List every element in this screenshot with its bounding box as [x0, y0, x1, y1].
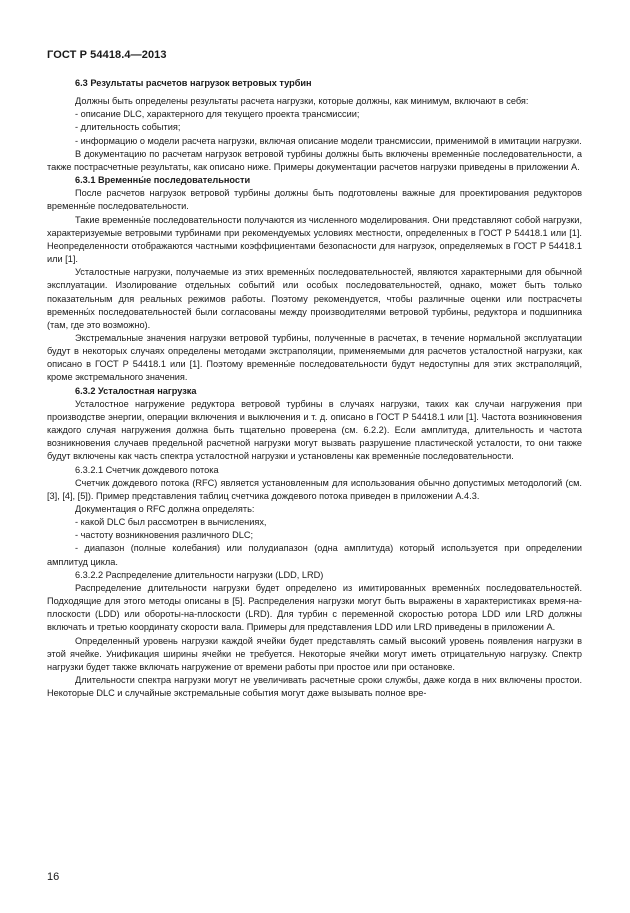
list-item: - описание DLC, характерного для текущего проекта трансмиссии; — [75, 109, 360, 120]
list-item: - информацию о модели расчета нагрузки, включая описание модели трансмиссии, применимой в имитации нагрузки. — [75, 135, 582, 146]
subsubsection-heading: 6.3.2.2 Распределение длительности нагрузки (LDD, LRD) — [75, 569, 324, 580]
section-heading: 6.3 Результаты расчетов нагрузок ветровых турбин — [75, 78, 312, 88]
paragraph: Такие временны́е последовательности получаются из численного моделирования. Они представляют собой нагрузки, характеризуемые ветровыми турбинами при рекомендуемых условиях местности, определенных в ГОСТ Р 54418.1 или [1]. Неопределенности отображаются частными коэффициентами безопасности для нагрузок, определяемых в ГОСТ Р 54418.1 или [1]. — [47, 214, 582, 265]
list-item: - какой DLC был рассмотрен в вычислениях, — [75, 517, 267, 528]
subsection-heading: 6.3.2 Усталостная нагрузка — [75, 385, 197, 396]
paragraph: Усталостные нагрузки, получаемые из этих временны́х последовательностей, являются характерными для обычной эксплуатации. Изолирование отдельных событий или особых последовательностей, однако, может быть только показательным для реальных режимов работы. Поэтому рекомендуется, чтобы различные оценки или пострасчеты временны́х последовательностей были согласованы между производителями ветровой турбины, редуктора и подшипника (там, где это возможно). — [47, 267, 582, 330]
paragraph: Усталостное нагружение редуктора ветровой турбины в случаях нагрузки, таких как случаи нагружения при производстве энергии, операции включения и выключения и т. д. описано в ГОСТ Р 54418.1 или [1]. Частота возникновения каждого случая нагружения должна быть тщательно проверена (см. 6.2.2). Если амплитуда, длительность и частота возникновения случаев предельной расчетной нагрузки могут вызвать разрушение пластической усталости, то они также будут включены как часть спектра усталостной нагрузки и установлены как временны́е последовательности. — [47, 398, 582, 462]
document-header: ГОСТ Р 54418.4—2013 — [47, 49, 167, 61]
list-item: - частоту возникновения различного DLC; — [75, 530, 254, 541]
paragraph: После расчетов нагрузок ветровой турбины должны быть подготовлены важные для проектирования редукторов временны́е последовательности. — [47, 188, 582, 212]
document-body — [47, 73, 582, 700]
paragraph: Распределение длительности нагрузки будет определено из имитированных временны́х последовательностей. Подходящие для этого методы описаны в [5]. Распределения нагрузки могут быть выражены в характеристиках время-на-плоскости (LDD) или обороты-на-плоскости (LRD). Для турбин с переменной скоростью ротора LDD или LRD должны включать и третью координату скорости вала. Примеры для представления LDD или LRD приведены в приложении А. — [47, 582, 582, 633]
list-item: - диапазон (полные колебания) или полудиапазон (одна амплитуда) который используется при определении амплитуд цикла. — [47, 543, 582, 567]
page-number: 16 — [47, 871, 60, 883]
paragraph: В документацию по расчетам нагрузок ветровой турбины должны быть включены временны́е последовательности, а также пострасчетные результаты, как описано ниже. Примеры документации расчетов нагрузки приведены в приложении А. — [47, 148, 582, 172]
paragraph: Должны быть определены результаты расчета нагрузки, которые должны, как минимум, включают в себя: — [75, 96, 529, 107]
paragraph: Определенный уровень нагрузки каждой ячейки будет представлять самый высокий уровень появления нагрузки в этой ячейке. Унификация ширины ячейки не требуется. Некоторые ячейки могут иметь отрицательную нагрузку. Спектр нагрузки будет также включать нагружение от времени работы при простое или при остановке. — [47, 635, 582, 672]
paragraph: Длительности спектра нагрузки могут не увеличивать расчетные сроки службы, даже когда в них включены простои. Некоторые DLC и случайные экстремальные события могут даже вызывать полное вре- — [47, 675, 582, 699]
subsection-heading: 6.3.1 Временны́е последовательности — [75, 175, 251, 186]
paragraph: Счетчик дождевого потока (RFC) является установленным для использования обычно допустимых методологий (см. [3], [4], [5]). Пример представления таблиц счетчика дождевого потока приведен в приложении А.4.3. — [47, 477, 582, 501]
subsubsection-heading: 6.3.2.1 Счетчик дождевого потока — [75, 464, 219, 475]
paragraph: Документация о RFC должна определять: — [75, 504, 255, 514]
paragraph: Экстремальные значения нагрузки ветровой турбины, полученные в расчетах, в течение нормальной эксплуатации будут в некоторых случаях определены методами экстраполяции, применяемыми для расчетов усталостной нагрузки, как описано в ГОСТ Р 54418.1 или [1]. Поэтому временны́е последовательности будут недоступны для этих экстраполяций, кроме экстремального значения. — [47, 332, 582, 383]
list-item: - длительность события; — [75, 122, 181, 133]
